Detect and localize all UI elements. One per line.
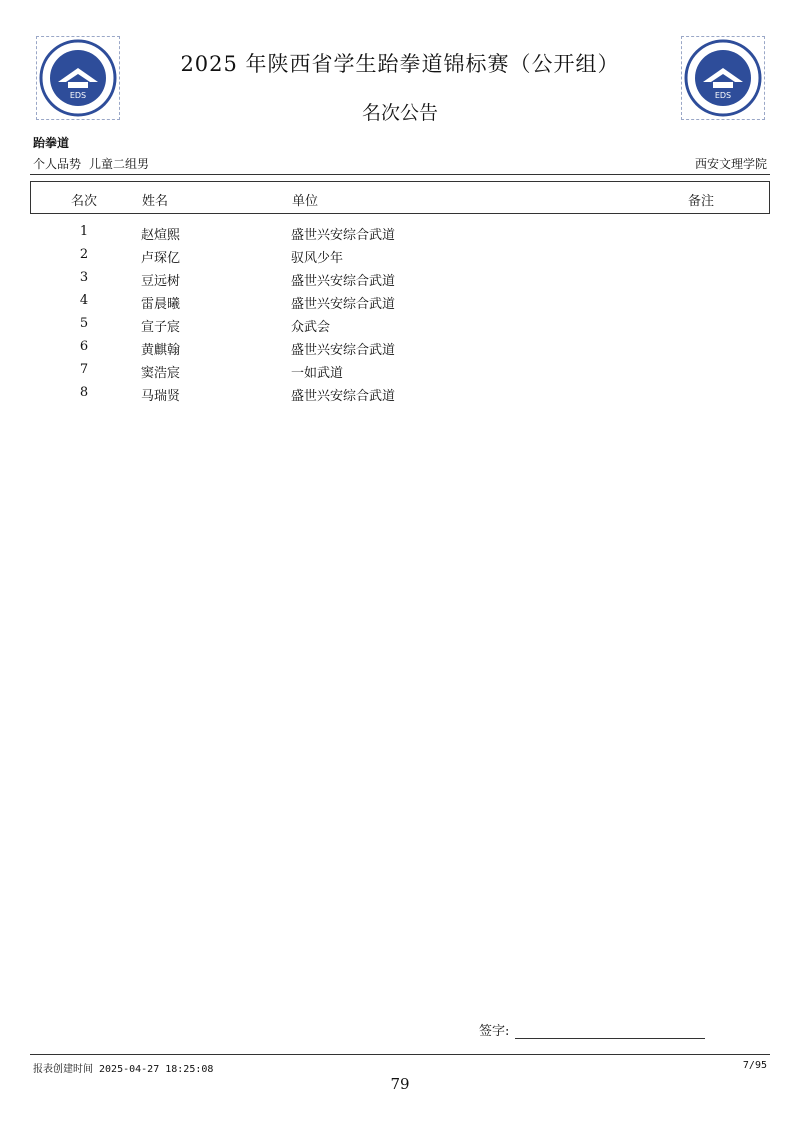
report-created-time: 报表创建时间 2025-04-27 18:25:08: [33, 1064, 214, 1075]
table-row: [30, 360, 770, 383]
header-unit: 单位: [292, 194, 319, 209]
table-row: [30, 222, 770, 245]
rank-cell: 8: [79, 385, 89, 400]
page-info: 7/95: [742, 1060, 767, 1071]
signature-line: [515, 1026, 705, 1039]
rank-cell: 1: [79, 224, 89, 239]
name-cell: 黄麒翰: [141, 343, 181, 358]
unit-cell: 盛世兴安综合武道: [291, 343, 396, 358]
name-cell: 雷晨曦: [141, 297, 181, 312]
event-name: 个人品势: [33, 157, 82, 171]
name-cell: 窦浩宸: [141, 366, 181, 381]
table-header: [30, 181, 770, 214]
document-title: 2025 年陕西省学生跆拳道锦标赛（公开组）: [180, 52, 620, 76]
rank-cell: 7: [79, 362, 89, 377]
table-row: [30, 245, 770, 268]
table-row: [30, 337, 770, 360]
results-table: [30, 222, 770, 406]
name-cell: 马瑞贤: [141, 389, 181, 404]
venue-label: 西安文理学院: [694, 157, 767, 171]
table-row: [30, 314, 770, 337]
unit-cell: 盛世兴安综合武道: [291, 389, 396, 404]
group-name: 儿童二组男: [89, 157, 150, 171]
name-cell: 卢琛亿: [141, 251, 181, 266]
name-cell: 豆远树: [141, 274, 181, 289]
header-note: 备注: [688, 194, 715, 209]
unit-cell: 一如武道: [291, 366, 344, 381]
svg-text:EDS: EDS: [69, 91, 87, 100]
name-cell: 宣子宸: [141, 320, 181, 335]
rank-cell: 4: [79, 293, 89, 308]
unit-cell: 盛世兴安综合武道: [291, 297, 396, 312]
unit-cell: 驭风少年: [291, 251, 344, 266]
table-row: [30, 291, 770, 314]
rank-cell: 5: [79, 316, 89, 331]
footer-divider: [30, 1054, 770, 1055]
svg-text:EDS: EDS: [714, 91, 732, 100]
unit-cell: 盛世兴安综合武道: [291, 228, 396, 243]
table-row: [30, 383, 770, 406]
signature-area: [479, 1020, 705, 1039]
unit-cell: 众武会: [291, 320, 331, 335]
document-subtitle: 名次公告: [361, 102, 438, 124]
table-row: [30, 268, 770, 291]
rank-cell: 3: [79, 270, 89, 285]
divider: [30, 174, 770, 175]
page-number: 79: [390, 1075, 410, 1093]
rank-cell: 2: [79, 247, 89, 262]
rank-cell: 6: [79, 339, 89, 354]
unit-cell: 盛世兴安综合武道: [291, 274, 396, 289]
signature-label: 签字:: [479, 1024, 510, 1039]
header-name: 姓名: [142, 194, 169, 209]
name-cell: 赵煊熙: [141, 228, 181, 243]
header-rank: 名次: [71, 194, 98, 209]
sport-label: 跆拳道: [33, 136, 70, 150]
event-info: [33, 155, 157, 172]
